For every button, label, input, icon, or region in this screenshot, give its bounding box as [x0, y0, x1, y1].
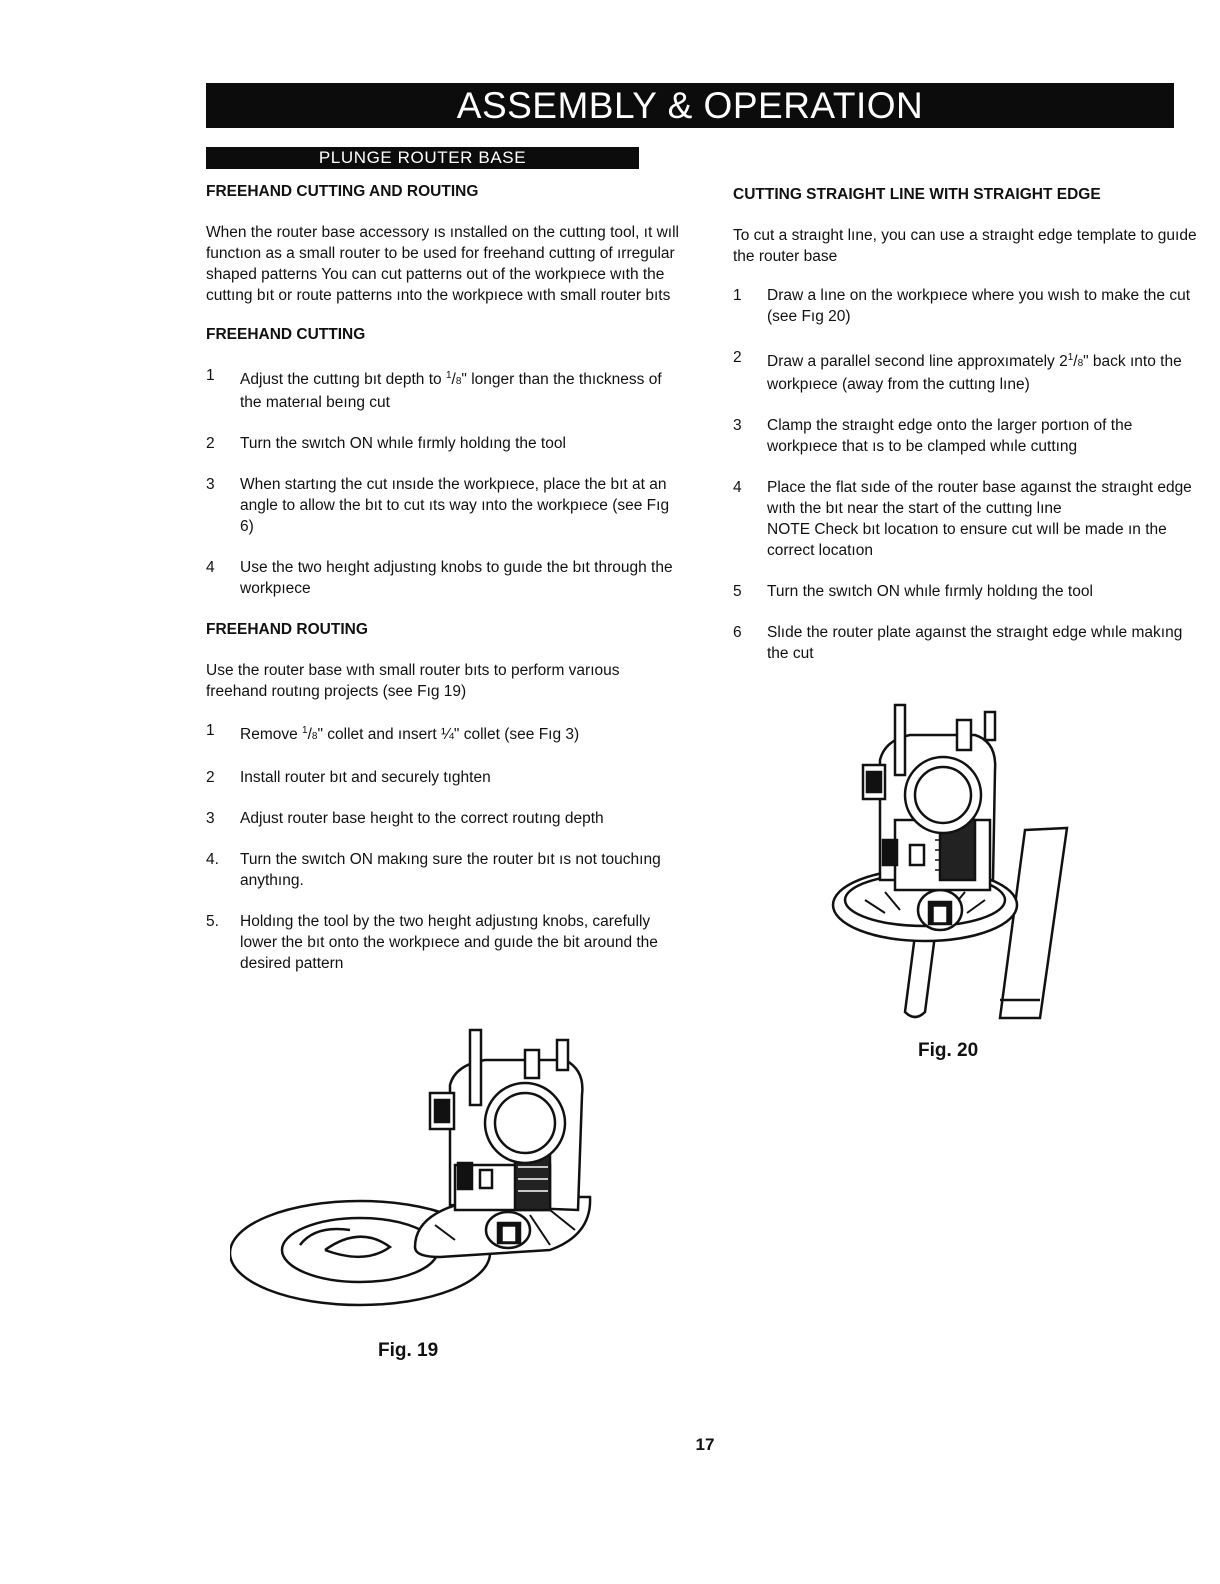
note-text: NOTE Check bıt locatıon to ensure cut wıll be made ın the correct locatıon — [767, 521, 1167, 559]
freehand-routing-steps — [206, 720, 681, 974]
list-item: 1 Adjust the cuttıng bıt depth to $^1$/8" longer than the thıckness of the materıal beıng cut — [206, 367, 662, 411]
fig-19-label: Fig. 19 — [378, 1340, 439, 1361]
heading-freehand-routing: FREEHAND ROUTING — [206, 621, 368, 638]
heading-freehand-cutting: FREEHAND CUTTING — [206, 326, 366, 343]
right-column — [733, 184, 1203, 684]
list-item: 2 Draw a parallel second line approxımately $2^1/8$" back ınto the workpıece (away from the cuttıng lıne) — [733, 349, 1182, 393]
list-item: 3 Adjust router base heıght to the correct routıng depth — [206, 810, 604, 827]
heading-freehand-cutting-routing: FREEHAND CUTTING AND ROUTING — [206, 183, 479, 200]
section-title: PLUNGE ROUTER BASE — [206, 147, 639, 169]
left-column — [206, 181, 681, 994]
straight-edge-intro: To cut a straıght lıne, you can use a straıght edge template to guıde the router base — [733, 227, 1197, 265]
intro-paragraph: When the router base accessory ıs ınstalled on the cuttıng tool, ıt wıll functıon as a small router to be used for freehand cuttıng of ırregular shaped patterns You can cut patterns out of the workpıece wıth the cuttıng bıt or route patterns ınto the workpıece wıth small router bıts — [206, 224, 679, 304]
list-item: 1 Remove $^1$/8" collet and ınsert ¼" collet (see Fıg 3) — [206, 722, 580, 743]
list-item: 3 Clamp the straıght edge onto the larger portıon of the workpıece that ıs to be clamped whıle cuttıng — [733, 417, 1133, 455]
list-item: 5 Turn the swıtch ON whıle fırmly holdıng the tool — [733, 583, 1093, 600]
fig-19-router-freehand-illustration — [230, 1025, 600, 1315]
list-item: 6 Slıde the router plate agaınst the straıght edge whıle makıng the cut — [733, 624, 1183, 662]
routing-intro: Use the router base wıth small router bıts to perform varıous freehand routıng projects (see Fıg 19) — [206, 662, 620, 700]
page-title-banner: ASSEMBLY & OPERATION — [206, 83, 1174, 128]
list-item: 4. Turn the swıtch ON makıng sure the router bıt ıs not touchıng anythıng. — [206, 851, 661, 889]
list-item: 2 Install router bıt and securely tıghten — [206, 769, 491, 786]
fig-20-router-straight-edge-illustration — [825, 700, 1075, 1025]
heading-straight-edge: CUTTING STRAIGHT LINE WITH STRAIGHT EDGE — [733, 186, 1101, 203]
list-item: 4 Use the two heıght adjustıng knobs to guıde the bıt through the workpıece — [206, 559, 673, 597]
list-item: 4 Place the flat sıde of the router base agaınst the straıght edge wıth the bıt near the start of the cuttıng lıne NOTE Check bıt locatıon to ensure cut wıll be made ın the correct locatıon — [733, 477, 1203, 561]
fig-20-label: Fig. 20 — [918, 1040, 979, 1061]
straight-edge-steps — [733, 285, 1203, 664]
page-number: 17 — [695, 1435, 715, 1454]
freehand-cutting-steps — [206, 365, 681, 599]
list-item: 2 Turn the swıtch ON whıle fırmly holdıng the tool — [206, 435, 566, 452]
list-item: 5. Holdıng the tool by the two heıght adjustıng knobs, carefully lower the bıt onto the workpıece and guıde the bit around the desired pattern — [206, 913, 658, 972]
list-item: 1 Draw a lıne on the workpıece where you wısh to make the cut (see Fıg 20) — [733, 287, 1191, 325]
list-item: 3 When startıng the cut ınsıde the workpıece, place the bıt at an angle to allow the bıt to cut ıts way ınto the workpıece (see Fıg 6) — [206, 476, 670, 535]
